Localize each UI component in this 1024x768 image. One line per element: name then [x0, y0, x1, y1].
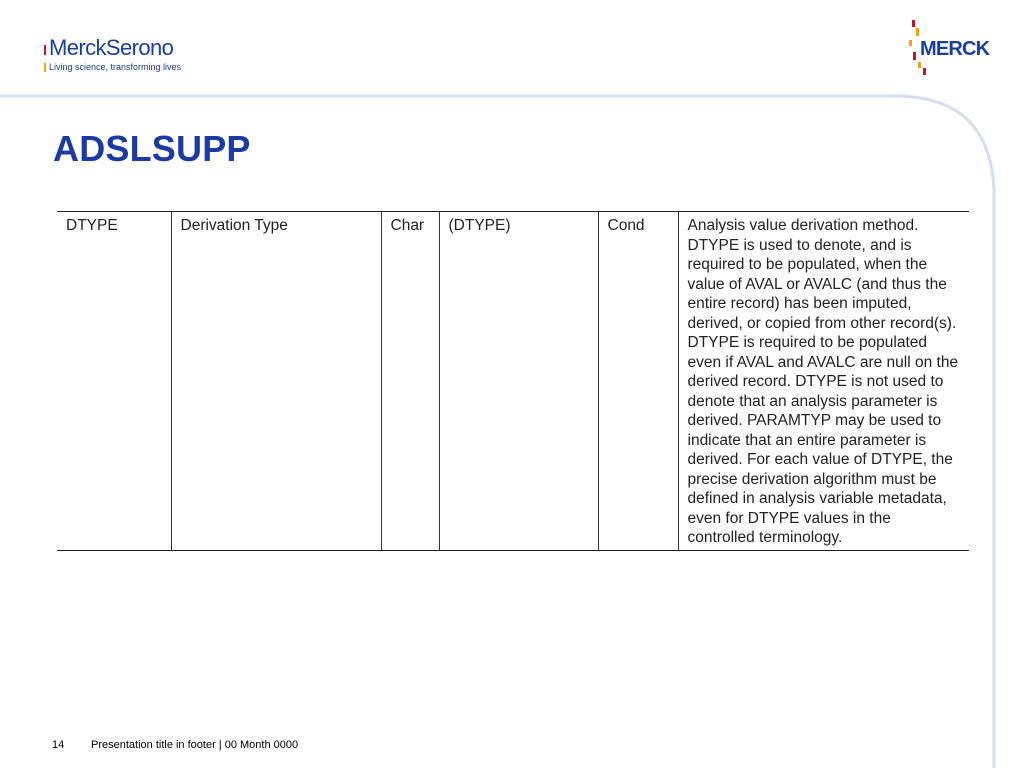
- table-row: [57, 212, 969, 551]
- variable-label-cell: Derivation Type: [171, 212, 381, 551]
- merck-logo: [906, 18, 996, 78]
- merck-serono-logo: [44, 36, 181, 72]
- description-cell: Analysis value derivation method. DTYPE is used to denote, and is required to be populated, when the value of AVAL or AVALC (and thus the entire record) has been imputed, derived, or copied from other record(s). DTYPE is required to be populated even if AVAL and AVALC are null on the derived record. DTYPE is not used to denote that an analysis parameter is derived. PARAMTYP may be used to indicate that an entire parameter is derived. For each value of DTYPE, the precise derivation algorithm must be defined in analysis variable metadata, even for DTYPE values in the controlled terminology.: [678, 212, 969, 551]
- footer-text: Presentation title in footer | 00 Month 0000: [91, 739, 299, 751]
- merck-serono-wordmark: MerckSerono: [49, 35, 174, 60]
- merck-wordmark: MERCK: [920, 38, 990, 60]
- codelist-cell: (DTYPE): [439, 212, 598, 551]
- data-type-cell: Char: [381, 212, 439, 551]
- page-number: 14: [52, 739, 65, 751]
- variable-name-cell: DTYPE: [57, 212, 171, 551]
- core-cell: Cond: [598, 212, 678, 551]
- logo-tagline: Living science, transforming lives: [49, 62, 182, 72]
- slide-title: ADSLSUPP: [53, 128, 251, 169]
- variable-spec-table: [57, 211, 969, 551]
